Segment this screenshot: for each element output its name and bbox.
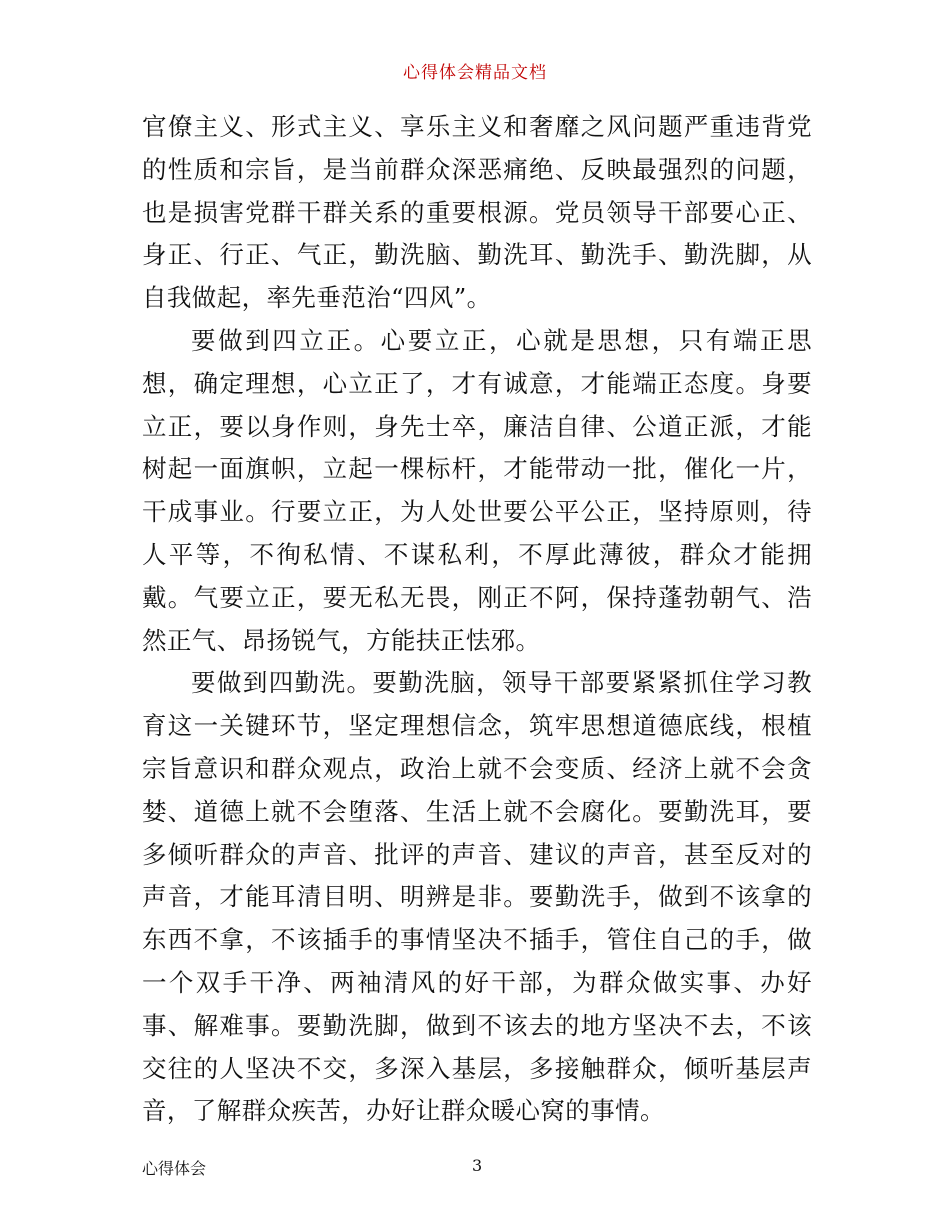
footer-label: 心得体会 — [142, 1159, 207, 1178]
page-number: 3 — [472, 1156, 483, 1175]
document-body — [142, 106, 812, 1133]
paragraph-1: 官僚主义、形式主义、享乐主义和奢靡之风问题严重违背党的性质和宗旨，是当前群众深恶痛绝、反映最强烈的问题，也是损害党群干群关系的重要根源。党员领导干部要心正、身正、行正、气正，勤洗脑、勤洗耳、勤洗手、勤洗脚，从自我做起，率先垂范治“四风”。 — [142, 112, 812, 313]
paragraph-2: 要做到四立正。心要立正，心就是思想，只有端正思想，确定理想，心立正了，才有诚意，才能端正态度。身要立正，要以身作则，身先士卒，廉洁自律、公道正派，才能树起一面旗帜，立起一棵标杆，才能带动一批，催化一片，干成事业。行要立正，为人处世要公平公正，坚持原则，待人平等，不徇私情、不谋私利，不厚此薄彼，群众才能拥戴。气要立正，要无私无畏，刚正不阿，保持蓬勃朝气、浩然正气、昂扬锐气，方能扶正怯邪。 — [142, 325, 812, 655]
document-header-title: 心得体会精品文档 — [403, 63, 547, 83]
paragraph-3: 要做到四勤洗。要勤洗脑，领导干部要紧紧抓住学习教育这一关键环节，坚定理想信念，筑牢思想道德底线，根植宗旨意识和群众观点，政治上就不会变质、经济上就不会贪婪、道德上就不会堕落、生活上就不会腐化。要勤洗耳，要多倾听群众的声音、批评的声音、建议的声音，甚至反对的声音，才能耳清目明、明辨是非。要勤洗手，做到不该拿的东西不拿，不该插手的事情坚决不插手，管住自己的手，做一个双手干净、两袖清风的好干部，为群众做实事、办好事、解难事。要勤洗脚，做到不该去的地方坚决不去，不该交往的人坚决不交，多深入基层，多接触群众，倾听基层声音，了解群众疾苦，办好让群众暖心窝的事情。 — [142, 668, 812, 1126]
